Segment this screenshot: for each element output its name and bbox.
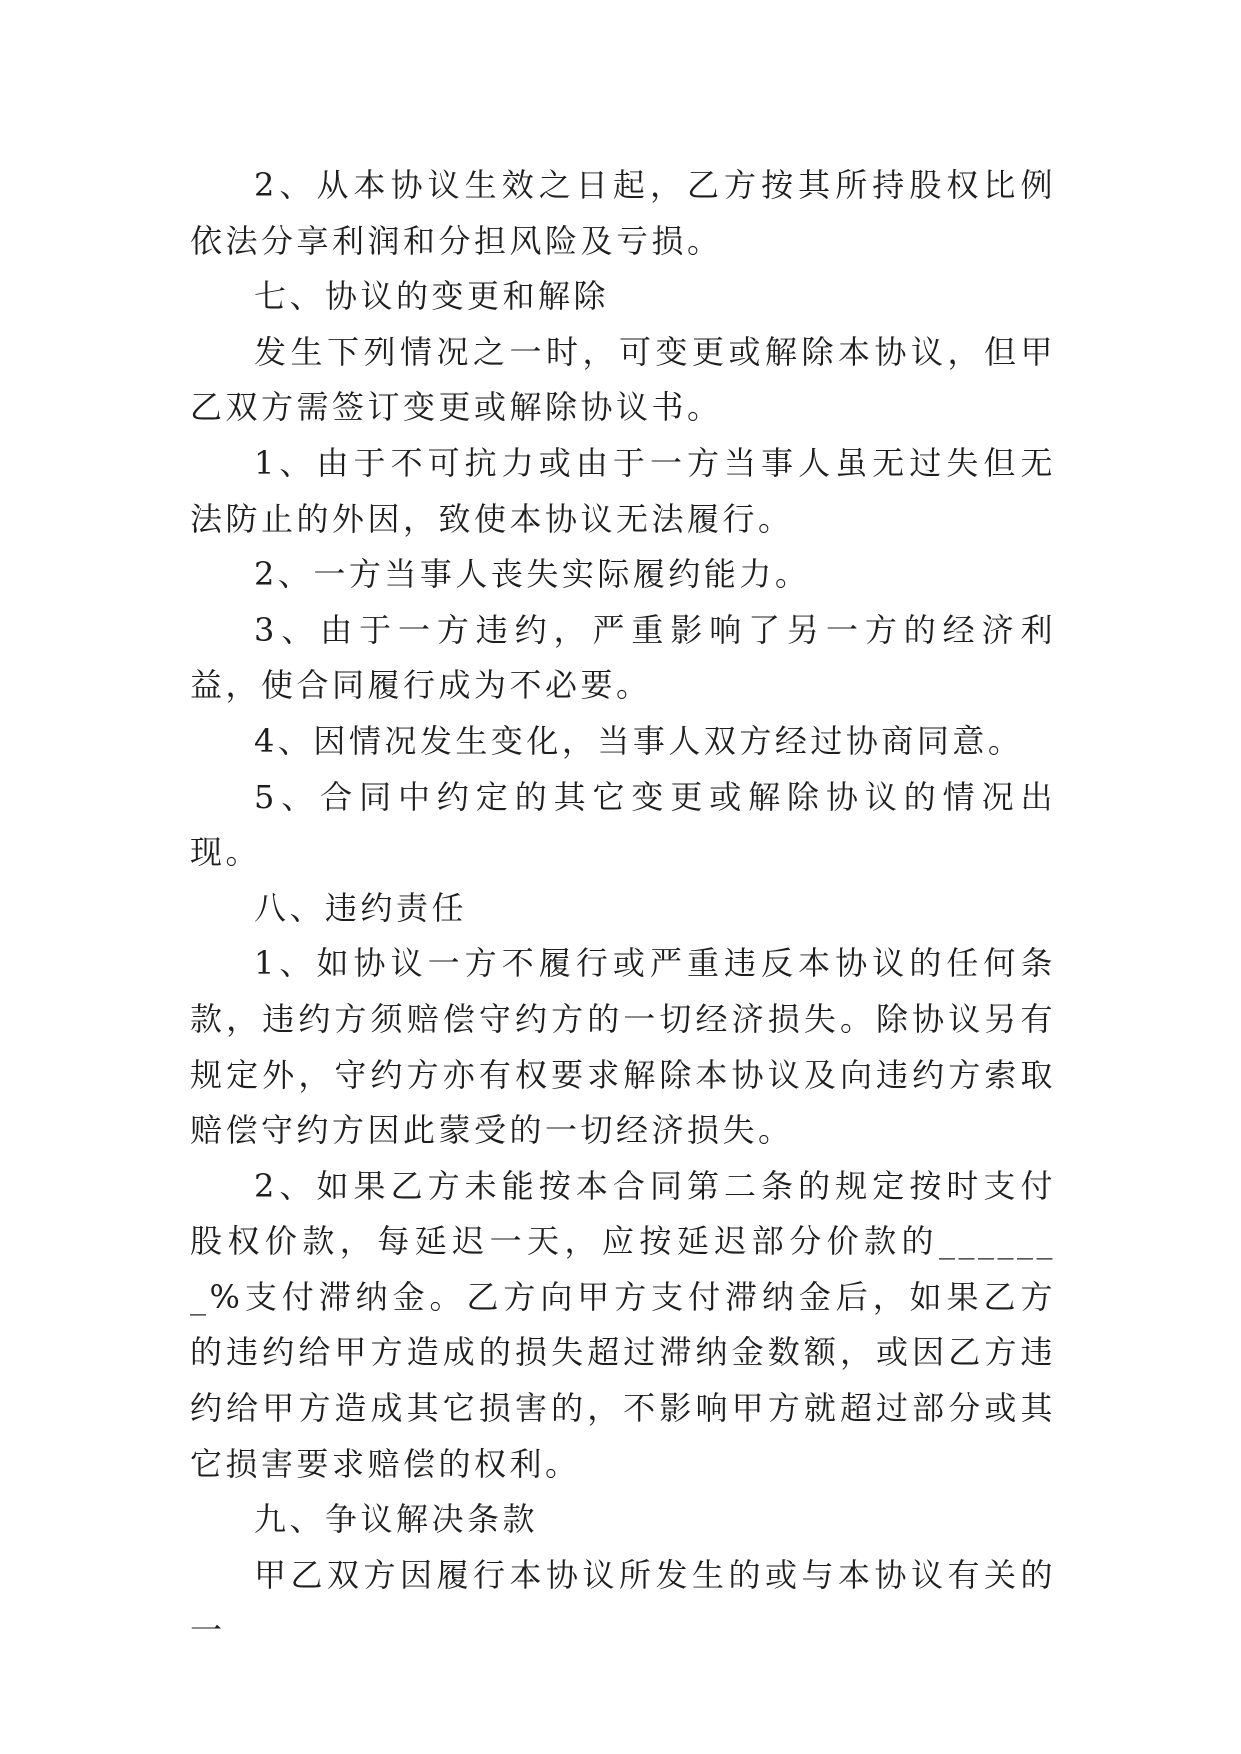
paragraph-other-conditions: 5、合同中约定的其它变更或解除协议的情况出现。 [190, 777, 1056, 872]
paragraph-loss-of-capacity: 2、一方当事人丧失实际履约能力。 [254, 555, 811, 594]
paragraph-force-majeure: 1、由于不可抗力或由于一方当事人虽无过失但无法防止的外因，致使本协议无法履行。 [190, 443, 1056, 538]
paragraph-mutual-agreement: 4、因情况发生变化，当事人双方经过协商同意。 [254, 721, 1024, 760]
section-heading-liability: 八、违约责任 [254, 888, 468, 927]
paragraph-dispute-resolution: 甲乙双方因履行本协议所发生的或与本协议有关的一 [190, 1555, 1056, 1650]
paragraph-liability-general: 1、如协议一方不履行或严重违反本协议的任何条款，违约方须赔偿守约方的一切经济损失。除协议另有规定外，守约方亦有权要求解除本协议及向违约方索取赔偿守约方因此蒙受的一切经济损失。 [190, 944, 1056, 1150]
paragraph-breach: 3、由于一方违约，严重影响了另一方的经济利益，使合同履行成为不必要。 [190, 610, 1056, 705]
section-heading-dispute: 九、争议解决条款 [254, 1500, 539, 1539]
document-body [190, 158, 1056, 1659]
paragraph-amendment-conditions: 发生下列情况之一时，可变更或解除本协议，但甲乙双方需签订变更或解除协议书。 [190, 332, 1056, 427]
section-heading-amendment: 七、协议的变更和解除 [254, 277, 610, 316]
paragraph-profit-sharing: 2、从本协议生效之日起，乙方按其所持股权比例依法分享利润和分担风险及亏损。 [190, 166, 1056, 260]
paragraph-late-payment: 2、如果乙方未能按本合同第二条的规定按时支付股权价款，每延迟一天，应按延迟部分价款的_______%支付滞纳金。乙方向甲方支付滞纳金后，如果乙方的违约给甲方造成的损失超过滞纳金数额，或因乙方违约给甲方造成其它损害的，不影响甲方就超过部分或其它损害要求赔偿的权利。 [190, 1166, 1056, 1483]
